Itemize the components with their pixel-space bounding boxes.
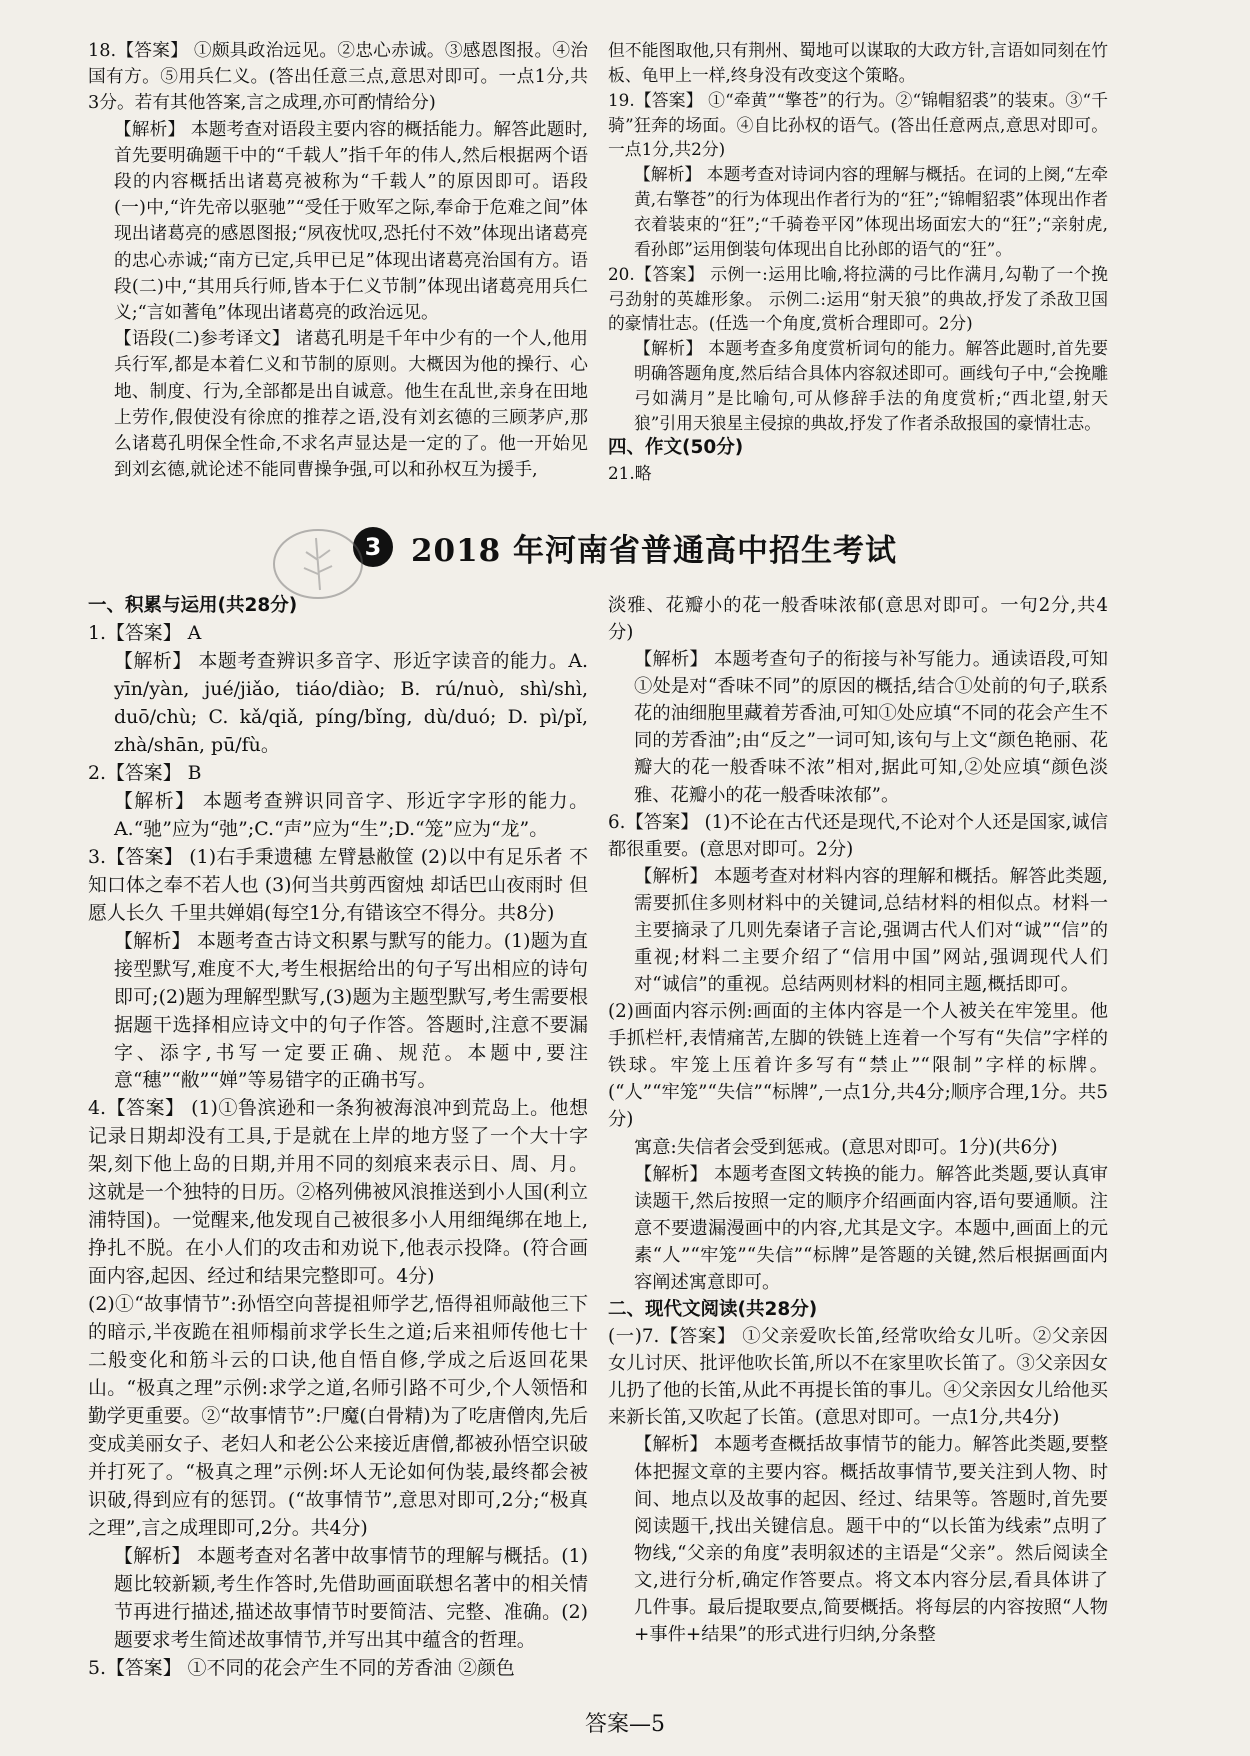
analysis-5: 【解析】 本题考查句子的衔接与补写能力。通读语段,可知①处是对“香味不同”的原因的概括,结合①处前的句子,联系花的油细胞里藏着芳香油,可知①处应填“不同的花会产生不同的芳香油”;由“反之”一词可知,该句与上文“颜色艳丽、花瓣大的花一般香味不浓”相对,据此可知,②处应填“颜色淡雅、花瓣小的花一般香味浓郁”。 — [634, 649, 1108, 806]
analysis-19: 【解析】 本题考查对诗词内容的理解与概括。在词的上阕,“左牵黄,右擎苍”的行为体现出作者行为的“狂”;“锦帽貂裘”体现出作者衣着装束的“狂”;“千骑卷平冈”体现出场面宏大的“狂”;“亲射虎,看孙郎”运用倒装句体现出自比孙郎的语气的“狂”。 — [634, 164, 1108, 259]
exam-number-badge: 3 — [353, 527, 393, 567]
analysis-1: 【解析】 本题考查辨识多音字、形近字读音的能力。A. yīn/yàn, jué/jiǎo, tiáo/diào; B. rú/nuò, shì/shì, duō/chù; C. kǎ/qiǎ, píng/bǐng, dù/duó; D. pì/pǐ, zhà/shān, pū/fù。 — [114, 649, 588, 756]
analysis-6-part-2: 【解析】 本题考查图文转换的能力。解答此类题,要认真审读题干,然后按照一定的顺序介绍画面内容,语句要通顺。注意不要遗漏漫画中的内容,尤其是文字。本题中,画面上的元素“人”“牢笼”“失信”“标牌”是答题的关键,然后根据画面内容阐述寓意即可。 — [634, 1163, 1108, 1293]
section-1-heading: 一、积累与运用(共28分) — [88, 595, 298, 616]
analysis-6-part-1: 【解析】 本题考查对材料内容的理解和概括。解答此类题,需要抓住多则材料中的关键词,总结材料的相似点。材料一主要摘录了几则先秦诸子言论,强调古代人们对“诚”“信”的重视;材料二主要介绍了“信用中国”网站,强调现代人们对“诚信”的重视。总结两则材料的相同主题,概括即可。 — [634, 865, 1108, 996]
left-column-top — [88, 38, 588, 483]
exam-title: 2018 年河南省普通高中招生考试 — [410, 532, 898, 569]
answer-3: 3.【答案】 (1)右手秉遗穗 左臂悬敝筐 (2)以中有足乐者 不知口体之奉不若人也 (3)何当共剪西窗烛 却话巴山夜雨时 但愿人长久 千里共婵娟(每空1分,有错该空不得分。共8分) — [88, 845, 588, 924]
answer-5: 5.【答案】 ①不同的花会产生不同的芳香油 ②颜色 — [88, 1656, 515, 1679]
answer-4-part-1: 4.【答案】 (1)①鲁滨逊和一条狗被海浪冲到荒岛上。他想记录日期却没有工具,于是就在上岸的地方竖了一个大十字架,刻下他上岛的日期,并用不同的刻痕来表示日、周、月。这就是一个独特的日历。②格列佛被风浪推送到小人国(利立浦特国)。一觉醒来,他发现自己被很多小人用细绳绑在地上,挣扎不脱。在小人们的攻击和劝说下,他表示投降。(符合画面内容,起因、经过和结果完整即可。4分) — [88, 1097, 588, 1288]
answer-6-moral: 寓意:失信者会受到惩戒。(意思对即可。1分)(共6分) — [634, 1136, 1058, 1158]
answer-19: 19.【答案】 ①“牵黄”“擎苍”的行为。②“锦帽貂裘”的装束。③“千骑”狂奔的场面。④自比孙权的语气。(答出任意两点,意思对即可。一点1分,共2分) — [608, 89, 1108, 160]
right-column-bottom — [608, 592, 1108, 1648]
answer-6-part-1: 6.【答案】 (1)不论在古代还是现代,不论对个人还是国家,诚信都很重要。(意思对即可。2分) — [608, 811, 1108, 860]
answer-6-part-2: (2)画面内容示例:画面的主体内容是一个人被关在牢笼里。他手抓栏杆,表情痛苦,左脚的铁链上连着一个写有“失信”字样的铁球。牢笼上压着许多写有“禁止”“限制”字样的标牌。(“人”“牢笼”“失信”“标牌”,一点1分,共4分;顺序合理,1分。共5分) — [608, 1001, 1108, 1131]
answer-1: 1.【答案】 A — [88, 621, 202, 644]
answer-2: 2.【答案】 B — [88, 761, 202, 784]
analysis-4: 【解析】 本题考查对名著中故事情节的理解与概括。(1)题比较新颖,考生作答时,先借助画面联想名著中的相关情节再进行描述,描述故事情节时要简洁、完整、准确。(2)题要求考生简述故事情节,并写出其中蕴含的哲理。 — [114, 1544, 588, 1651]
left-column-bottom — [88, 592, 588, 1683]
analysis-20: 【解析】 本题考查多角度赏析词句的能力。解答此题时,首先要明确答题角度,然后结合具体内容叙述即可。画线句子中,“会挽雕弓如满月”是比喻句,可从修辞手法的角度赏析;“西北望,射天狼”引用天狼星主侵掠的典故,抒发了作者杀敌报国的豪情壮志。 — [634, 338, 1108, 433]
page-footer: 答案—5 — [585, 1712, 665, 1737]
translation-18: 【语段(二)参考译文】 诸葛孔明是千年中少有的一个人,他用兵行军,都是本着仁义和节制的原则。大概因为他的操行、心地、制度、行为,全部都是出自诚意。他生在乱世,亲身在田地上劳作,假使没有徐庶的推荐之语,没有刘玄德的三顾茅庐,那么诸葛孔明保全性命,不求名声显达是一定的了。他一开始见到刘玄德,就论述不能同曹操争强,可以和孙权互为援手, — [114, 329, 588, 481]
answer-21: 21.略 — [608, 462, 652, 483]
answer-20: 20.【答案】 示例一:运用比喻,将拉满的弓比作满月,勾勒了一个挽弓劲射的英雄形象。 示例二:运用“射天狼”的典故,抒发了杀敌卫国的豪情壮志。(任选一个角度,赏析合理即可。2分) — [608, 263, 1108, 334]
analysis-2: 【解析】 本题考查辨识同音字、形近字字形的能力。A.“驰”应为“弛”;C.“声”应为“生”;D.“笼”应为“龙”。 — [114, 789, 588, 840]
translation-continued: 但不能图取他,只有荆州、蜀地可以谋取的大政方针,言语如同刻在竹板、龟甲上一样,终身没有改变这个策略。 — [608, 40, 1108, 85]
answer-7: (一)7.【答案】 ①父亲爱吹长笛,经常吹给女儿听。②父亲因女儿讨厌、批评他吹长笛,所以不在家里吹长笛了。③父亲因女儿扔了他的长笛,从此不再提长笛的事儿。④父亲因女儿给他买来新长笛,又吹起了长笛。(意思对即可。一点1分,共4分) — [608, 1326, 1108, 1429]
right-column-top — [608, 38, 1108, 485]
analysis-3: 【解析】 本题考查古诗文积累与默写的能力。(1)题为直接型默写,难度不大,考生根据给出的句子写出相应的诗句即可;(2)题为理解型默写,(3)题为主题型默写,考生需要根据题干选择相应诗文中的句子作答。答题时,注意不要漏字、添字,书写一定要正确、规范。本题中,要注意“穗”“敝”“婵”等易错字的正确书写。 — [114, 929, 588, 1092]
section-2-heading: 二、现代文阅读(共28分) — [608, 1299, 818, 1321]
answer-5-continued: 淡雅、花瓣小的花一般香味浓郁(意思对即可。一句2分,共4分) — [608, 595, 1108, 644]
answer-4-part-2: (2)①“故事情节”:孙悟空向菩提祖师学艺,悟得祖师敲他三下的暗示,半夜跪在祖师榻前求学长生之道;后来祖师传他七十二般变化和筋斗云的口诀,他自悟自修,学成之后返回花果山。“极真之理”示例:求学之道,名师引路不可少,个人领悟和勤学更重要。②“故事情节”:尸魔(白骨精)为了吃唐僧肉,先后变成美丽女子、老妇人和老公公来接近唐僧,都被孙悟空识破并打死了。“极真之理”示例:坏人无论如何伪装,最终都会被识破,得到应有的惩罚。(“故事情节”,意思对即可,2分;“极真之理”,言之成理即可,2分。共4分) — [88, 1293, 588, 1539]
answer-18: 18.【答案】 ①颇具政治远见。②忠心赤诚。③感恩图报。④治国有方。⑤用兵仁义。(答出任意三点,意思对即可。一点1分,共3分。若有其他答案,言之成理,亦可酌情给分) — [88, 41, 588, 114]
section-writing: 四、作文(50分) — [608, 436, 744, 458]
exam-title-banner — [88, 524, 1162, 570]
analysis-7: 【解析】 本题考查概括故事情节的能力。解答此类题,要整体把握文章的主要内容。概括故事情节,要关注到人物、时间、地点以及故事的起因、经过、结果等。答题时,首先要阅读题干,找出关键信息。题干中的“以长笛为线索”点明了物线,“父亲的角度”表明叙述的主语是“父亲”。然后阅读全文,进行分析,确定作答要点。将文本内容分层,看具体讲了几件事。最后提取要点,简要概括。将每层的内容按照“人物+事件+结果”的形式进行归纳,分条整 — [634, 1434, 1108, 1645]
analysis-18: 【解析】 本题考查对语段主要内容的概括能力。解答此题时,首先要明确题干中的“千载人”指千年的伟人,然后根据两个语段的内容概括出诸葛亮被称为“千载人”的原因即可。语段(一)中,“许先帝以驱驰”“受任于败军之际,奉命于危难之间”体现出诸葛亮的感恩图报;“夙夜忧叹,恐托付不效”体现出诸葛亮的忠心赤诚;“南方已定,兵甲已足”体现出诸葛亮治国有方。语段(二)中,“其用兵行师,皆本于仁义节制”体现出诸葛亮用兵仁义;“言如蓍龟”体现出诸葛亮的政治远见。 — [114, 119, 588, 324]
